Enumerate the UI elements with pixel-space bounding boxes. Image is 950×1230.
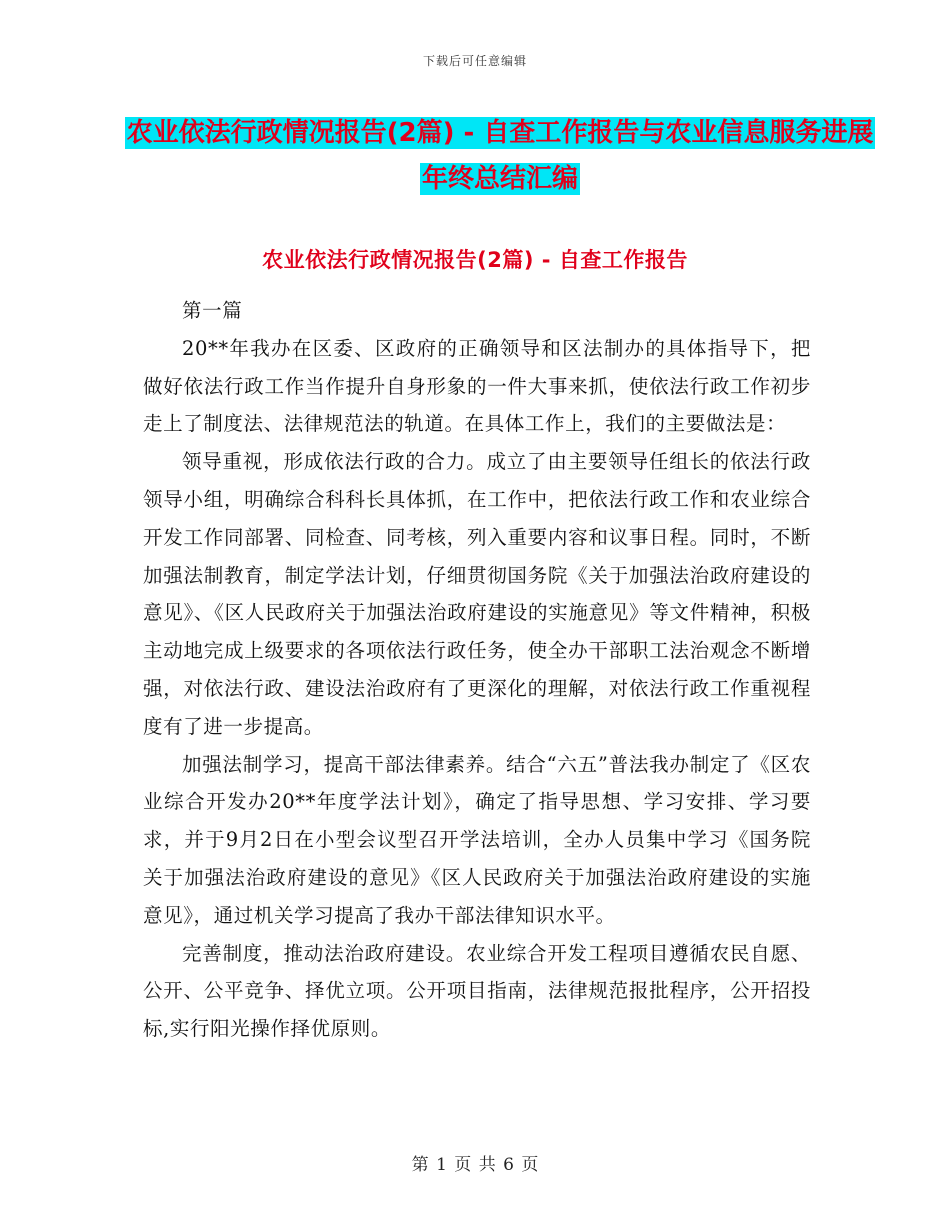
page-header-note: 下载后可任意编辑 xyxy=(422,54,527,68)
paragraph: 领导重视，形成依法行政的合力。成立了由主要领导任组长的依法行政领导小组，明确综合科科长具体抓，在工作中，把依法行政工作和农业综合开发工作同部署、同检查、同考核，列入重要内容和议事日程。同时，不断加强法制教育，制定学法计划，仔细贯彻国务院《关于加强法治政府建设的意见》、《区人民政府关于加强法治政府建设的实施意见》等文件精神，积极主动地完成上级要求的各项依法行政任务，使全办干部职工法治观念不断增强，对依法行政、建设法治政府有了更深化的理解，对依法行政工作重视程度有了进一步提高。 xyxy=(143,450,811,738)
page-footer: 第 1 页 共 6 页 xyxy=(411,1155,539,1175)
document-title xyxy=(120,110,880,202)
paragraph: 加强法制学习，提高干部法律素养。结合“六五”普法我办制定了《区农业综合开发办20**年度学法计划》，确定了指导思想、学习安排、学习要求，并于9月2日在小型会议型召开学法培训，全办人员集中学习《国务院关于加强法治政府建设的意见》《区人民政府关于加强法治政府建设的实施意见》，通过机关学习提高了我办干部法律知识水平。 xyxy=(143,752,811,927)
paragraph: 第一篇 xyxy=(182,299,243,322)
paragraph: 完善制度，推动法治政府建设。农业综合开发工程项目遵循农民自愿、公开、公平竞争、择优立项。公开项目指南，法律规范报批程序，公开招投标,实行阳光操作择优原则。 xyxy=(143,941,811,1041)
paragraph: 20**年我办在区委、区政府的正确领导和区法制办的具体指导下，把做好依法行政工作当作提升自身形象的一件大事来抓，使依法行政工作初步走上了制度法、法律规范法的轨道。在具体工作上，我们的主要做法是： xyxy=(143,336,811,436)
document-body xyxy=(143,292,811,1048)
section-title: 农业依法行政情况报告(2篇) - 自查工作报告 xyxy=(262,248,688,272)
document-title-text: 农业依法行政情况报告(2篇) - 自查工作报告与农业信息服务进展年终总结汇编 xyxy=(126,118,874,194)
